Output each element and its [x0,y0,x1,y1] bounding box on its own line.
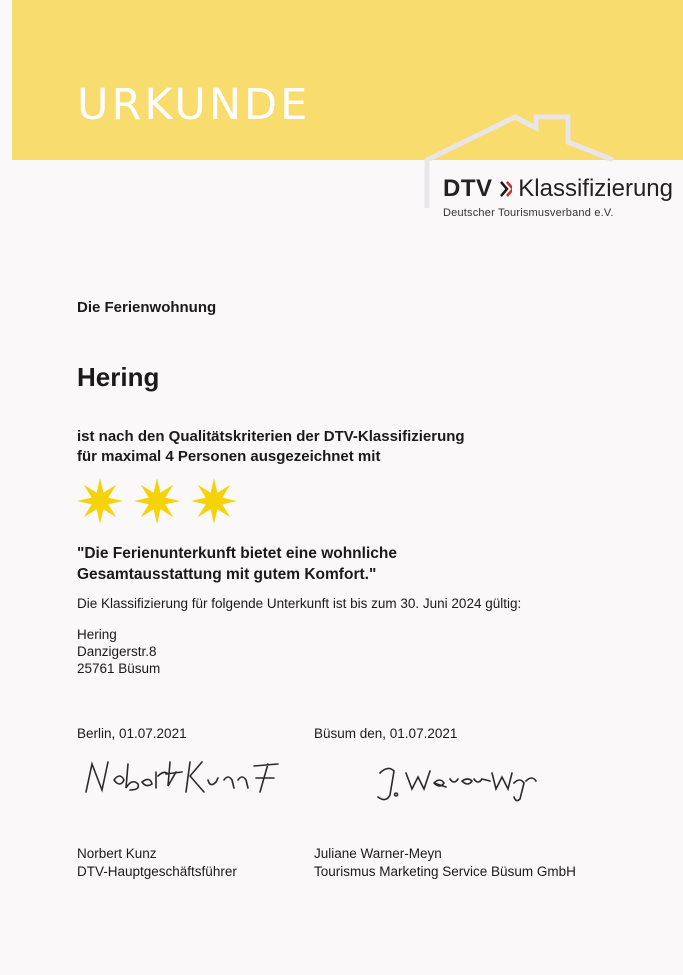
star-icon [190,477,238,525]
property-name: Hering [77,362,160,392]
logo-abbreviation: DTV [443,175,493,202]
star-icon [76,477,124,525]
property-address [77,626,160,677]
signer-role: Tourismus Marketing Service Büsum GmbH [314,864,576,879]
criteria-line: für maximal 4 Personen ausgezeichnet mit [77,448,381,465]
criteria-text [77,427,465,467]
star-rating [76,477,238,525]
signer-role: DTV-Hauptgeschäftsführer [77,864,237,879]
address-city: 25761 Büsum [77,661,161,676]
signature-norbert-kunz [78,752,288,802]
signer-left [77,845,237,881]
signing-place-date-left: Berlin, 01.07.2021 [77,726,187,741]
dtv-logo [443,175,673,219]
logo-name: Klassifizierung [518,175,673,202]
quote-line: "Die Ferienunterkunft bietet eine wohnliche [77,545,397,562]
signing-place-date-right: Büsum den, 01.07.2021 [314,726,458,741]
rating-description [77,543,397,585]
address-name: Hering [77,627,117,642]
signer-name: Norbert Kunz [77,846,157,861]
signature-warner-meyn [372,755,552,807]
signer-name: Juliane Warner-Meyn [314,846,442,861]
signer-right [314,845,576,881]
property-type: Die Ferienwohnung [77,299,217,316]
document-title: URKUNDE [77,80,311,130]
criteria-line: ist nach den Qualitätskriterien der DTV-Klassifizierung [77,428,465,445]
logo-subtitle: Deutscher Tourismusverband e.V. [443,207,614,219]
address-street: Danzigerstr.8 [77,644,157,659]
chevron-arrows-icon [499,179,513,199]
quote-line: Gesamtausstattung mit gutem Komfort." [77,566,377,583]
validity-statement: Die Klassifizierung für folgende Unterkunft ist bis zum 30. Juni 2024 gültig: [77,596,522,611]
star-icon [133,477,181,525]
